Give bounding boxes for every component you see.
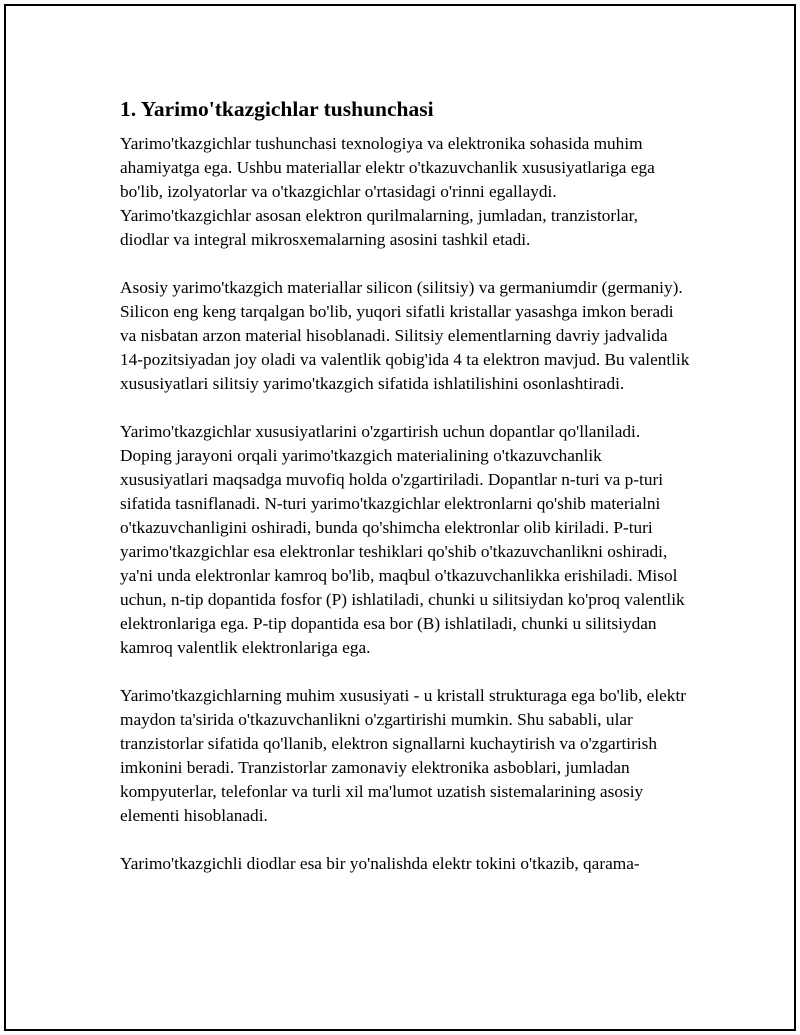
paragraph-4: Yarimo'tkazgichlarning muhim xususiyati - u kristall strukturaga ega bo'lib, elektr maydon ta'sirida o'tkazuvchanlikni o'zgartirishi mumkin. Shu sababli, ular tranzistorlar sifatida qo'llanib, elektron signallarni kuchaytirish va o'zgartirish imkonini beradi. Tranzistorlar zamonaviy elektronika asboblari, jumladan kompyuterlar, telefonlar va turli xil ma'lumot uzatish sistemalarining asosiy elementi hisoblanadi. — [120, 686, 687, 825]
document-page — [4, 4, 796, 1031]
paragraph-3: Yarimo'tkazgichlar xususiyatlarini o'zgartirish uchun dopantlar qo'llaniladi. Doping jarayoni orqali yarimo'tkazgich materialining o'tkazuvchanlik xususiyatlari maqsadga muvofiq holda o'zgartiriladi. Dopantlar n-turi va p-turi sifatida tasniflanadi. N-turi yarimo'tkazgichlar elektronlarni qo'shib materialni o'tkazuvchanligini oshiradi, bunda qo'shimcha elektronlar olib kiriladi. P-turi yarimo'tkazgichlar esa elektronlar teshiklari qo'shib o'tkazuvchanlikni oshiradi, ya'ni unda elektronlar kamroq bo'lib, maqbul o'tkazuvchanlikka erishiladi. Misol uchun, n-tip dopantida fosfor (P) ishlatiladi, chunki u silitsiydan ko'proq valentlik elektronlariga ega. P-tip dopantida esa bor (B) ishlatiladi, chunki u silitsiydan kamroq valentlik elektronlariga ega. — [120, 422, 685, 657]
paragraph-5: Yarimo'tkazgichli diodlar esa bir yo'nalishda elektr tokini o'tkazib, qarama- — [120, 854, 640, 873]
document-body — [120, 96, 690, 900]
section-heading: 1. Yarimo'tkazgichlar tushunchasi — [120, 97, 434, 121]
paragraph-1: Yarimo'tkazgichlar tushunchasi texnologiya va elektronika sohasida muhim ahamiyatga ega. Ushbu materiallar elektr o'tkazuvchanlik xususiyatlariga ega bo'lib, izolyatorlar va o'tkazgichlar o'rtasidagi o'rinni egallaydi. Yarimo'tkazgichlar asosan elektron qurilmalarning, jumladan, tranzistorlar, diodlar va integral mikrosxemalarning asosini tashkil etadi. — [120, 134, 655, 249]
paragraph-2: Asosiy yarimo'tkazgich materiallar silicon (silitsiy) va germaniumdir (germaniy). Silicon eng keng tarqalgan bo'lib, yuqori sifatli kristallar yasashga imkon beradi va nisbatan arzon material hisoblanadi. Silitsiy elementlarning davriy jadvalida 14-pozitsiyadan joy oladi va valentlik qobig'ida 4 ta elektron mavjud. Bu valentlik xususiyatlari silitsiy yarimo'tkazgich sifatida ishlatilishini osonlashtiradi. — [120, 278, 690, 393]
